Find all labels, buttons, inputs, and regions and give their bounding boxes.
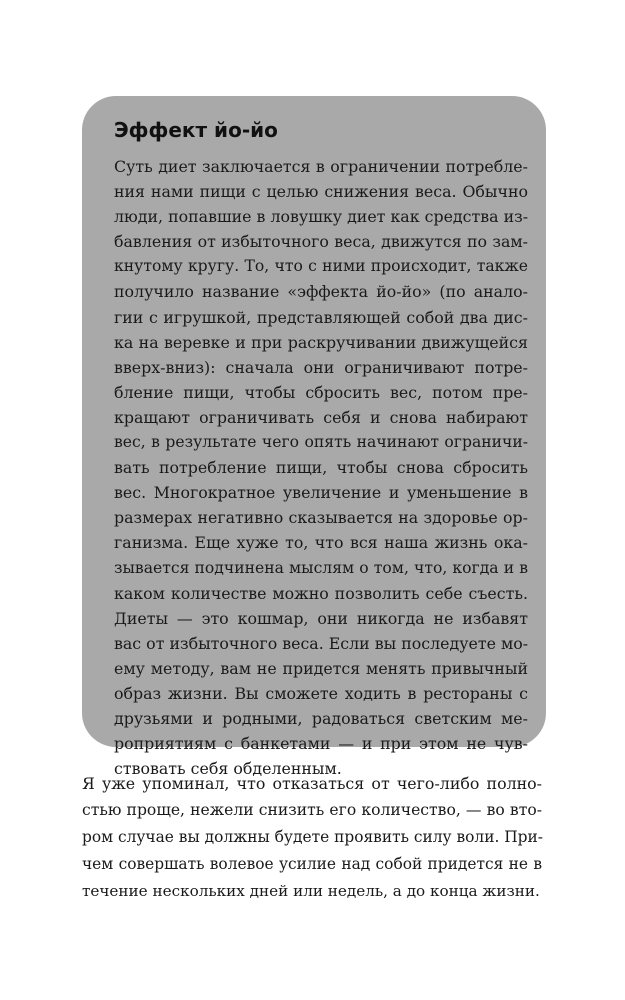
sidebar-line: кращают ограничивать себя и снова набирают	[114, 407, 528, 427]
sidebar-line: кнутому кругу. То, что с ними происходит, также	[114, 257, 528, 276]
sidebar-line: Суть диет заключается в ограничении потребле-	[114, 157, 528, 176]
sidebar-line: ему методу, вам не придется менять привычный	[114, 658, 528, 678]
sidebar-line: размерах негативно сказывается на здоровье ор-	[114, 508, 528, 528]
sidebar-line: ка на веревке и при раскручивании движущейся	[114, 332, 528, 352]
sidebar-line: вес, в результате чего опять начинают ограничи-	[114, 433, 528, 452]
sidebar-box	[82, 96, 546, 779]
sidebar-line: бление пищи, чтобы сбросить вес, потом пре-	[114, 382, 528, 402]
main-line: Я уже упоминал, что отказаться от чего-либо полно-	[82, 774, 542, 793]
sidebar-line: ния нами пищи с целью снижения веса. Обычно	[114, 182, 528, 202]
sidebar-line: каком количестве можно позволить себе съесть.	[114, 583, 528, 603]
sidebar-line: люди, попавшие в ловушку диет как средства из-	[114, 207, 529, 227]
sidebar-line: получило название «эффекта йо-йо» (по анало-	[114, 282, 528, 302]
sidebar-line: вверх-вниз): сначала они ограничивают потре-	[114, 357, 528, 377]
sidebar-line: вас от избыточного веса. Если вы последуете мо-	[114, 633, 529, 653]
sidebar-line: гии с игрушкой, представляющей собой два дис-	[114, 307, 528, 327]
sidebar-line: зывается подчинена мыслям о том, что, когда и в	[114, 558, 528, 577]
sidebar-line: вать потребление пищи, чтобы снова сбросить	[114, 458, 528, 478]
main-line: стью проще, нежели снизить его количество, — во вто-	[82, 801, 542, 819]
sidebar-line: друзьями и родными, радоваться светским ме-	[114, 709, 528, 729]
sidebar-title: Эффект йо-йо	[114, 118, 278, 142]
main-line: течение нескольких дней или недель, а до конца жизни.	[82, 882, 540, 900]
sidebar-line: образ жизни. Вы сможете ходить в рестораны с	[114, 683, 528, 703]
sidebar-body	[114, 154, 528, 781]
main-paragraph	[82, 770, 542, 905]
sidebar-line: вес. Многократное увеличение и уменьшение в	[114, 483, 528, 503]
main-line: ром случае вы должны будете проявить силу воли. При-	[82, 828, 543, 846]
main-line: чем совершать волевое усилие над собой придется не в	[82, 855, 542, 873]
sidebar-line: ганизма. Еще хуже то, что вся наша жизнь ока-	[114, 533, 528, 553]
sidebar-line: Диеты — это кошмар, они никогда не избавят	[114, 608, 528, 628]
sidebar-line: ствовать себя обделенным.	[114, 759, 342, 779]
sidebar-line: бавления от избыточного веса, движутся по зам-	[114, 232, 528, 252]
sidebar-line: роприятиям с банкетами — и при этом не чув-	[114, 734, 528, 754]
